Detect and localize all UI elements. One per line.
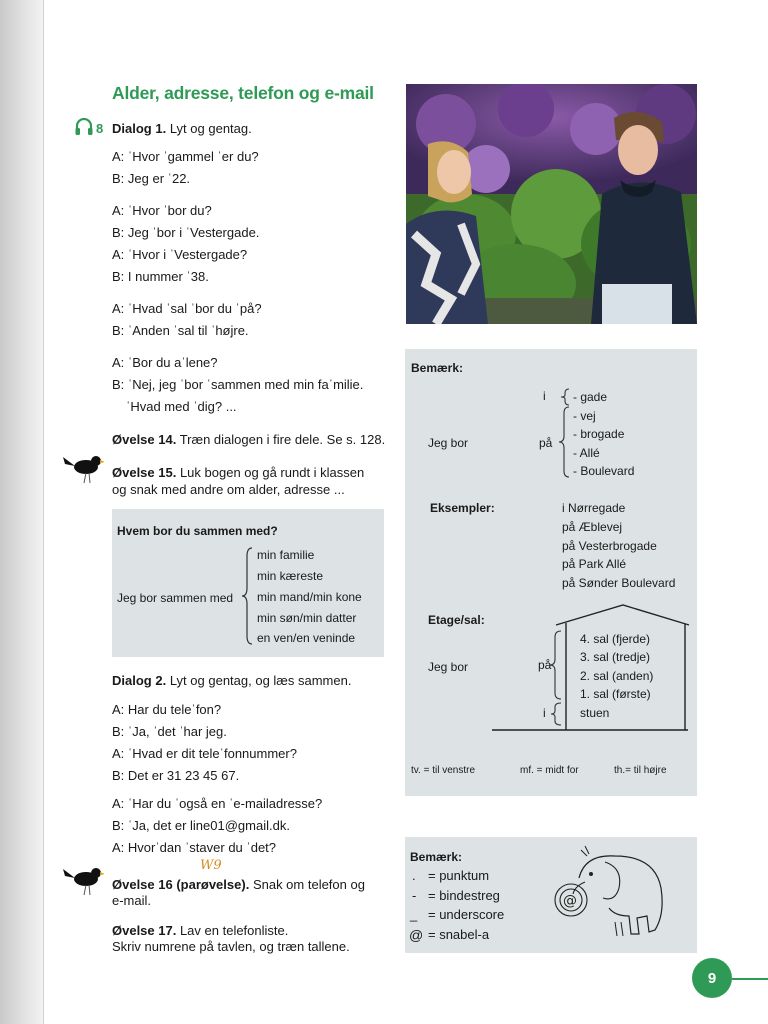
floor-item: 2. sal (anden) xyxy=(580,669,654,683)
hvem-bor-option: min familie xyxy=(257,548,315,562)
exercise-16-text2: e-mail. xyxy=(112,893,152,908)
exercise-17 xyxy=(112,923,288,939)
hvem-bor-heading: Hvem bor du sammen med? xyxy=(117,524,278,538)
page-number-line xyxy=(732,978,768,980)
headphones-icon xyxy=(74,118,94,136)
dialog2-instruction: Lyt og gentag, og læs sammen. xyxy=(169,673,352,688)
dialog2-line: A: ˈHar du ˈogså en ˈe-mailadresse? xyxy=(112,796,323,811)
eksempel-item: på Sønder Boulevard xyxy=(562,576,676,590)
exercise-15-label: Øvelse 15. xyxy=(112,465,177,480)
curly-brace xyxy=(560,388,570,406)
symbol-def: = underscore xyxy=(428,907,505,922)
bird-icon xyxy=(62,452,104,486)
street-suffix: - gade xyxy=(573,390,608,404)
handwritten-note: W9 xyxy=(200,858,222,873)
dialog2-line: B: Det er 31 23 45 67. xyxy=(112,768,240,783)
exercise-14-text: Træn dialogen i fire dele. Se s. 128. xyxy=(179,432,386,447)
page-title: Alder, adresse, telefon og e-mail xyxy=(112,83,374,103)
photo-two-people xyxy=(406,84,697,324)
eksempler-label: Eksempler: xyxy=(430,501,495,515)
dialog2-line: A: Har du teleˈfon? xyxy=(112,702,222,717)
exercise-17-text2: Skriv numrene på tavlen, og træn tallene. xyxy=(112,939,350,954)
etage-jeg-bor: Jeg bor xyxy=(428,660,469,674)
prep-i: i xyxy=(543,389,546,403)
jeg-bor-label: Jeg bor xyxy=(428,436,469,450)
dialog1-line: B: Jeg ˈbor i ˈVestergade. xyxy=(112,225,260,240)
dialog1-line: A: ˈHvor ˈgammel ˈer du? xyxy=(112,149,259,164)
prep-paa: på xyxy=(539,436,553,450)
street-suffix: - vej xyxy=(573,409,596,423)
exercise-15-text2: og snak med andre om alder, adresse ... xyxy=(112,482,345,497)
dialog1-line: B: ˈNej, jeg ˈbor ˈsammen med min faˈmilie. xyxy=(112,377,364,392)
dialog1-line: A: ˈHvor ˈbor du? xyxy=(112,203,212,218)
floor-item: 3. sal (tredje) xyxy=(580,650,651,664)
dialog2-header xyxy=(112,673,351,689)
exercise-14-label: Øvelse 14. xyxy=(112,432,177,447)
curly-brace xyxy=(240,546,254,646)
etage-prep-i: i xyxy=(543,706,546,720)
dialog1-line: A: ˈHvad ˈsal ˈbor du ˈpå? xyxy=(112,301,262,316)
dialog1-instruction: Lyt og gentag. xyxy=(169,121,252,136)
exercise-17-label: Øvelse 17. xyxy=(112,923,177,938)
dialog1-line: B: ˈAnden ˈsal til ˈhøjre. xyxy=(112,323,249,338)
exercise-15 xyxy=(112,465,364,481)
exercise-17-text: Lav en telefonliste. xyxy=(179,923,289,938)
dialog2-line: A: Hvorˈdan ˈstaver du ˈdet? xyxy=(112,840,277,855)
spine-edge xyxy=(43,0,44,1024)
eksempel-item: på Æblevej xyxy=(562,520,623,534)
footnote: tv. = til venstre xyxy=(411,765,476,776)
svg-text:@: @ xyxy=(563,893,577,909)
footnote: th.= til højre xyxy=(614,765,667,776)
symbol-char: - xyxy=(412,888,417,903)
dialog1-line: A: ˈBor du aˈlene? xyxy=(112,355,218,370)
dialog1-line: A: ˈHvor i ˈVestergade? xyxy=(112,247,248,262)
eksempel-item: på Park Allé xyxy=(562,557,627,571)
symbol-char: _ xyxy=(410,907,418,922)
street-suffix: - Allé xyxy=(573,446,600,460)
footnote: mf. = midt for xyxy=(520,765,579,776)
dialog1-line: B: I nummer ˈ38. xyxy=(112,269,209,284)
page-number: 9 xyxy=(692,958,732,998)
exercise-16-label: Øvelse 16 (parøvelse). xyxy=(112,877,250,892)
hvem-bor-option: en ven/en veninde xyxy=(257,631,356,645)
hvem-bor-option: min kæreste xyxy=(257,569,324,583)
floor-item: 4. sal (fjerde) xyxy=(580,632,651,646)
exercise-14 xyxy=(112,432,385,448)
exercise-15-text: Luk bogen og gå rundt i klassen xyxy=(179,465,365,480)
symbol-def: = punktum xyxy=(428,868,490,883)
dialog1-line: B: Jeg er ˈ22. xyxy=(112,171,191,186)
symbol-def: = bindestreg xyxy=(428,888,500,903)
floor-item: 1. sal (første) xyxy=(580,687,651,701)
hvem-bor-lead: Jeg bor sammen med xyxy=(117,591,234,605)
symbol-def: = snabel-a xyxy=(428,927,490,942)
symbol-char: @ xyxy=(409,927,424,943)
etage-label: Etage/sal: xyxy=(428,613,485,627)
dialog1-line: ˈHvad med ˈdig? ... xyxy=(126,399,237,414)
exercise-16-text: Snak om telefon og xyxy=(252,877,365,892)
dialog2-line: B: ˈJa, det er line01@gmail.dk. xyxy=(112,818,290,833)
bird-icon xyxy=(62,864,104,898)
etage-prep-paa: på xyxy=(538,658,552,672)
street-suffix: - brogade xyxy=(573,427,625,441)
street-suffix: - Boulevard xyxy=(573,464,635,478)
bemaerk-heading: Bemærk: xyxy=(411,361,464,375)
dialog2-label: Dialog 2. xyxy=(112,673,167,688)
bemaerk-symbols-heading: Bemærk: xyxy=(410,850,463,864)
symbol-char: . xyxy=(412,868,416,883)
eksempel-item: i Nørregade xyxy=(562,501,626,515)
dialog1-header xyxy=(112,121,252,137)
book-spine xyxy=(0,0,44,1024)
dialog2-line: B: ˈJa, ˈdet ˈhar jeg. xyxy=(112,724,227,739)
hvem-bor-option: min søn/min datter xyxy=(257,611,357,625)
curly-brace xyxy=(558,406,570,478)
hvem-bor-option: min mand/min kone xyxy=(257,590,362,604)
dialog1-label: Dialog 1. xyxy=(112,121,167,136)
dialog2-line: A: ˈHvad er dit teleˈfonnummer? xyxy=(112,746,297,761)
exercise-16 xyxy=(112,877,365,893)
track-number: 8 xyxy=(96,121,104,136)
elephant-icon xyxy=(545,842,675,946)
eksempel-item: på Vesterbrogade xyxy=(562,539,657,553)
floor-ground: stuen xyxy=(580,706,610,720)
